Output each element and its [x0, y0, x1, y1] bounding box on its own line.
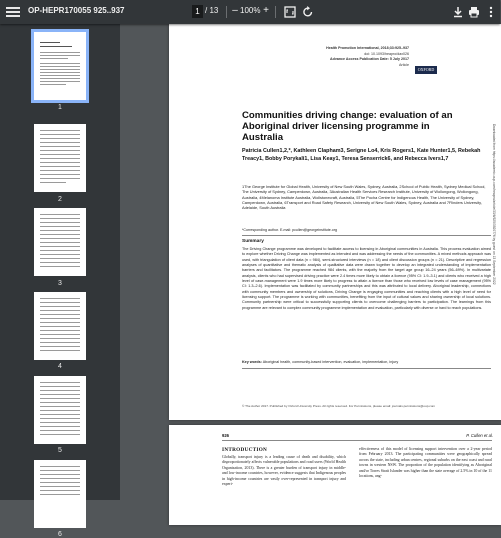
zoom-out-button[interactable]: – [232, 5, 238, 16]
corresponding-author: *Corresponding author. E-mail: pcullen@georgeinstitute.org [242, 228, 337, 232]
author-list: Patricia Cullen1,2,*, Kathleen Clapham3, Serigne Lo4, Kris Rogers1, Kate Hunter1,5, Rebekah Treacy1, Bobby Porykali1, Lisa Keay1, Teresa Senserrick6, and Rebecca Ivers1,7 [242, 148, 481, 162]
affiliations: 1The George Institute for Global Health, University of New South Wales, Sydney, Australia, 2School of Public Health, Sydney Medical School, The University of Sydney, Camperdown, Australia, 3Australian Health Services Research Institute, University of Wollongong, Wollongong, Australia, 4Melanoma Institute Australia, Wollstonecraft, Australia, 5The Pocha Centre for Indigenous Health, The University of Sydney, Camperdown, Australia, 6Transport and Road Safety Research, University of New South Wales, Sydney, Australia and 7Flinders University, Adelaide, South Australia [242, 184, 486, 211]
menu-icon[interactable] [6, 5, 20, 19]
print-icon[interactable] [467, 5, 481, 19]
page-thumbnail[interactable] [34, 460, 86, 528]
page-thumbnail[interactable] [34, 32, 86, 100]
divider [242, 368, 491, 369]
pdf-page [169, 425, 501, 525]
page-number-input[interactable]: 1 [192, 5, 203, 18]
doi: doi: 10.1093/heapro/dax026 [364, 51, 409, 56]
download-icon[interactable] [451, 5, 465, 19]
page-number: 926 [222, 433, 229, 438]
thumbnail-label: 1 [58, 104, 62, 111]
zoom-in-button[interactable]: + [263, 5, 269, 16]
download-watermark: Downloaded from https://academic.oup.com/heapro/article/33/6/925/3920776 by guest on 13 September 2022 [492, 124, 496, 285]
running-author: P. Cullen et al. [466, 433, 493, 438]
rotate-icon[interactable] [301, 5, 315, 19]
page-thumbnail[interactable] [34, 292, 86, 360]
more-options-icon[interactable] [484, 5, 498, 19]
toolbar-divider [275, 6, 276, 18]
journal-citation: Health Promotion International, 2018;33:925–937 [326, 46, 409, 50]
thumbnail-sidebar [0, 24, 120, 538]
thumbnail-label: 6 [58, 531, 62, 538]
toolbar-divider [226, 6, 227, 18]
document-title: OP-HEPR170055 925..937 [28, 6, 125, 15]
page-thumbnail[interactable] [34, 376, 86, 444]
body-text-right: effectiveness of this model of licensing support intervention over a 2-year period from February 2013. The participating communities were geographically spread across the state, including urban centres, regional suburbs on the east coast and rural towns in western NSW. The proportion of the population identifying as Aboriginal and/or Torres Strait Islander was higher than the state average of 2.5% in 10 of the 11 locations, ang- [359, 447, 492, 479]
divider [242, 235, 491, 236]
thumbnail-label: 5 [58, 447, 62, 454]
thumbnail-label: 3 [58, 280, 62, 287]
page-thumbnail[interactable] [34, 208, 86, 276]
summary-heading: Summary [242, 239, 264, 244]
thumbnail-label: 4 [58, 363, 62, 370]
keywords [242, 360, 491, 364]
document-viewer[interactable] [120, 24, 500, 500]
page-count: / 13 [205, 6, 219, 15]
keywords-text: Aboriginal health, community-based intervention, evaluation, implementation, injury [262, 360, 399, 364]
fit-to-page-icon[interactable] [283, 5, 297, 19]
publication-date: Advance Access Publication Date: 5 July 2017 [330, 57, 409, 62]
divider [222, 440, 492, 441]
keywords-label: Key words: [242, 360, 262, 364]
publisher-logo: OXFORD [415, 66, 437, 74]
article-title: Communities driving change: evaluation of an Aboriginal driver licensing programme in Australia [242, 110, 453, 143]
article-type: Article [399, 62, 409, 67]
body-text-left: Globally, transport injury is a leading cause of death and disability, which disproportionately affects vulnerable populations and road users (World Health Organisation, 2013). There is a greater burden of transport injury in middle- and low-income countries, however, evidence suggests that Indigenous peoples in high-income countries are vastly over-represented in transport injury and experi- [222, 455, 346, 487]
section-heading: INTRODUCTION [222, 447, 268, 453]
summary-text: The Driving Change programme was developed to facilitate access to licensing in Aboriginal communities in Australia. This process evaluation aimed to explore whether Driving Change was implemented as intended and was addressing the needs of the communities. A mixed methods approach was used, with triangulation of client data (n = 984), semi-structured interviews (n = 18) and client discussion groups (n = 21). Descriptive and regression analyses of quantitative and thematic analysis of qualitative data were drawn together to develop an integrated understanding of implementation barriers and facilitators. The programme reached 984 clients, with the majority from the target age group 16–24 years (56–69%). In multivariate analysis, clients who had supervised driving practice were 2.4 times more likely to obtain a licence (95% CI: 1.9–3.1) and clients who received a high level of case-management were 1.9 times more likely to progress to attain a licence than those who received low levels of case management (95% CI: 1.3–2.6). Implementation was facilitated by community partnerships and this was attributed to local delivery. Aboriginal leadership, connections with community members and ownership of solutions, Driving Change is engaging communities and reaching clients with a high level of need for licensing support. The programme is working with communities, benefiting from the input of cultural values and sharing ownership of local solutions. Community partnership were critical to successfully supporting clients to overcome challenging barriers to participation. The learnings from this programme are relevant to complex community programme implementation and evaluation, particularly with diverse or hard to reach populations. [242, 247, 491, 310]
thumbnail-label: 2 [58, 196, 62, 203]
pdf-toolbar [0, 0, 500, 24]
pdf-page [169, 24, 501, 420]
zoom-level[interactable]: 100% [240, 6, 261, 15]
journal-header [326, 46, 409, 68]
copyright-notice: © The Author 2017. Published by Oxford University Press. All rights reserved. For Permissions, please email: journals.permissions@oup.com [242, 404, 436, 408]
page-thumbnail[interactable] [34, 124, 86, 192]
